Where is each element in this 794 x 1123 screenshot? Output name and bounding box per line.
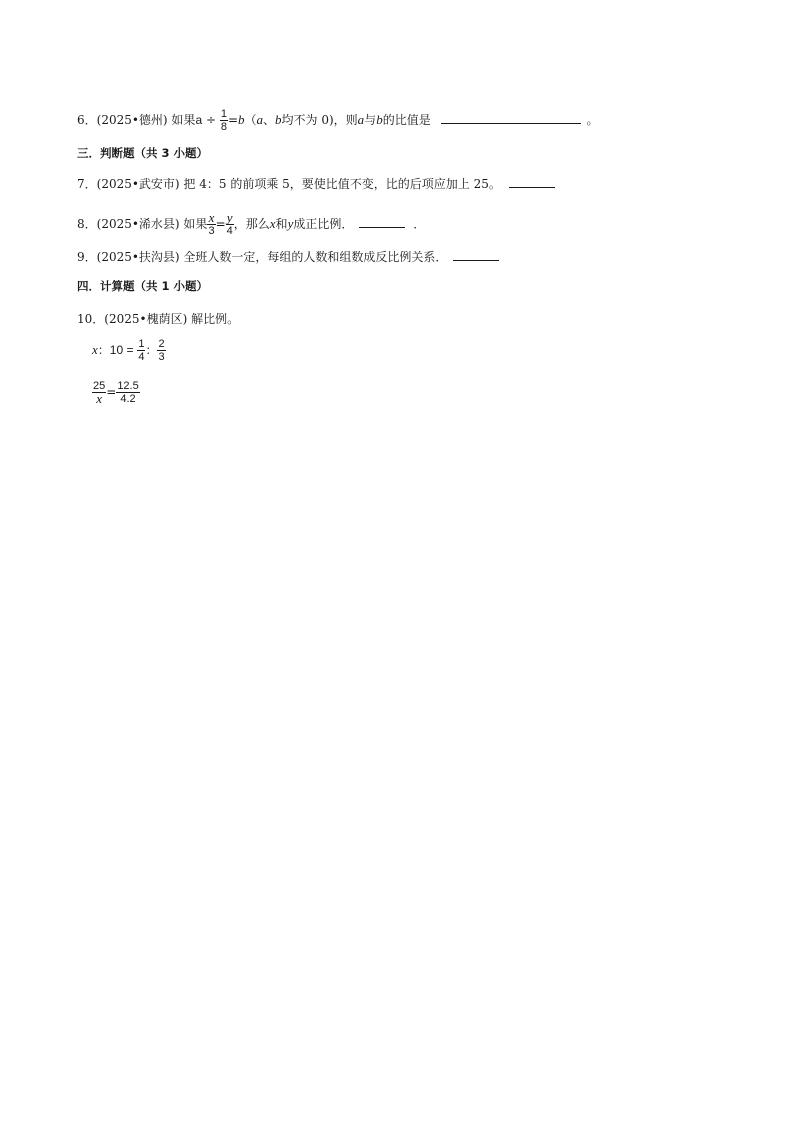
q8-mid: ，那么 (233, 217, 270, 231)
q6-end: 。 (586, 113, 599, 127)
eq2-fraction-2-denominator: 4.2 (120, 393, 136, 405)
q6-sep: 、 (263, 113, 276, 127)
q10-equation-1 (92, 338, 166, 363)
eq2-fraction-1 (92, 380, 106, 405)
q8-fraction-y-numerator: y (226, 210, 233, 225)
question-7 (77, 175, 555, 192)
q6-ratio-b: b (376, 112, 383, 127)
eq2-equals: = (106, 385, 117, 399)
q6-fraction (220, 108, 228, 133)
q6-ratio-a: a (357, 112, 365, 127)
q8-fraction-x-numerator: x (208, 210, 215, 225)
q6-var-b: b (238, 112, 245, 127)
q6-equals: = (227, 113, 238, 127)
q8-end: ． (413, 217, 426, 231)
eq2-fraction-2 (116, 380, 139, 405)
q8-equals: = (215, 217, 226, 231)
q6-var-a: a (195, 113, 203, 127)
q8-fraction-x (207, 212, 215, 237)
q6-with: 与 (364, 113, 377, 127)
q8-var-y: y (287, 216, 294, 231)
eq1-fraction-2-denominator: 3 (158, 351, 165, 363)
eq1-colon: ： (145, 343, 158, 357)
q8-tail: 成正比例． (293, 217, 354, 231)
eq1-var-x: x (92, 342, 98, 357)
q6-paren-text: 均不为 0)，则 (281, 113, 358, 127)
q6-paren-open: （ (244, 113, 257, 127)
q6-answer-blank[interactable] (441, 111, 581, 124)
q8-fraction-y-denominator: 4 (226, 225, 233, 237)
q7-answer-blank[interactable] (509, 175, 555, 188)
question-9 (77, 248, 499, 265)
q6-divide: ÷ (202, 113, 220, 127)
eq1-fraction-1-denominator: 4 (138, 351, 145, 363)
eq1-fraction-1-numerator: 1 (138, 338, 145, 350)
question-10: 10．(2025•槐荫区) 解比例。 (77, 312, 240, 326)
eq2-fraction-1-numerator: 25 (93, 380, 106, 392)
eq1-fraction-2 (157, 338, 165, 363)
q6-tail: 的比值是 (382, 113, 431, 127)
q8-var-x: x (269, 216, 276, 231)
q10-equation-2 (92, 380, 140, 405)
q8-fraction-y (226, 212, 234, 237)
eq1-mid: ：10 = (97, 343, 134, 357)
q6-fraction-denominator: 8 (220, 121, 227, 133)
q6-prefix: 6．(2025•德州) 如果 (77, 113, 196, 127)
q6-paren-a: a (256, 112, 264, 127)
q8-prefix: 8．(2025•浠水县) 如果 (77, 217, 208, 231)
q8-answer-blank[interactable] (359, 215, 405, 228)
q7-text: 7．(2025•武安市) 把 4：5 的前项乘 5，要使比值不变，比的后项应加上 25。 (77, 177, 501, 191)
q9-answer-blank[interactable] (453, 248, 499, 261)
eq2-fraction-1-denominator: x (96, 391, 103, 406)
q8-and: 和 (275, 217, 288, 231)
question-8 (77, 212, 425, 237)
eq1-fraction-2-numerator: 2 (158, 338, 165, 350)
question-6 (77, 108, 599, 133)
section-4-heading: 四．计算题（共 1 小题） (77, 279, 209, 293)
section-3-heading: 三．判断题（共 3 小题） (77, 146, 209, 160)
q6-paren-b: b (275, 112, 282, 127)
q9-text: 9．(2025•扶沟县) 全班人数一定，每组的人数和组数成反比例关系． (77, 250, 448, 264)
q8-fraction-x-denominator: 3 (208, 225, 215, 237)
q6-fraction-numerator: 1 (220, 108, 227, 120)
eq2-fraction-2-numerator: 12.5 (117, 380, 139, 392)
